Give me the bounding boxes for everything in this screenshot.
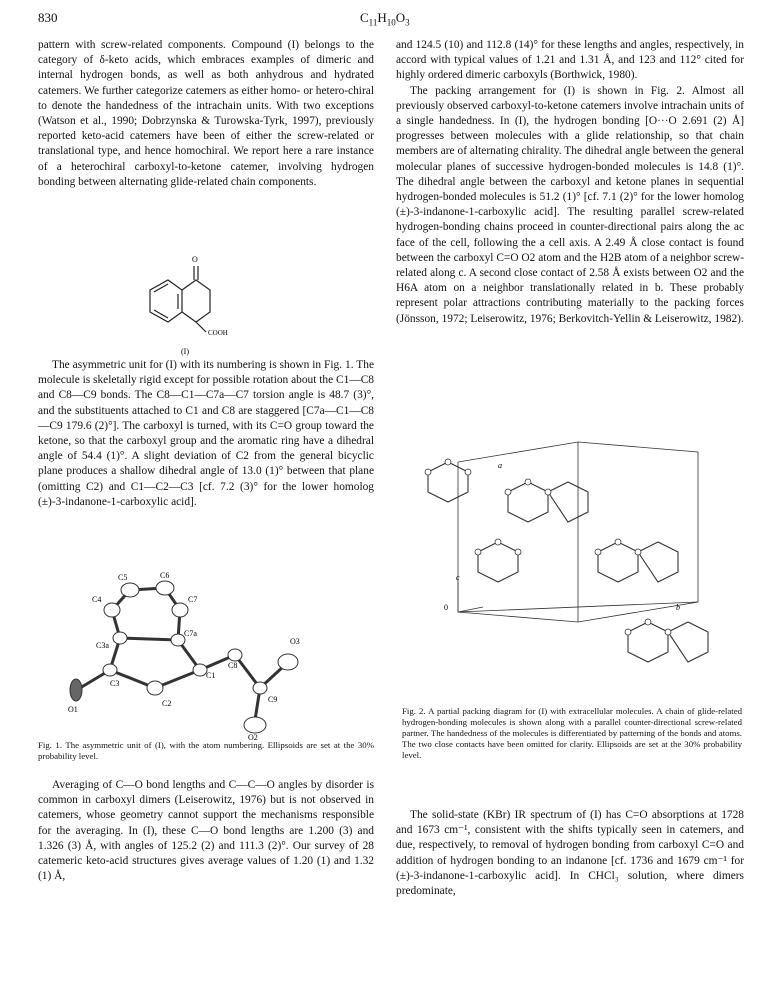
left-column-top [38,38,374,190]
right-column-top [396,38,744,327]
axis-label-a: a [498,461,502,470]
chemical-scheme [120,255,270,360]
atom-label-o3: O3 [290,637,300,646]
figure-1-caption-label: Fig. 1. [38,740,63,750]
figure-2-caption [402,706,742,761]
atom-label-c8: C8 [228,661,238,670]
right-paragraph-2: The packing arrangement for (I) is shown in Fig. 2. Almost all previously observed carboxyl-to-ketone catemers involve intrachain units of a single handedness. In (I), the hydrogen bonding [O···O 2.691 (2) Å] progresses between molecules with a glide relationship, so that chain members are of alternating chirality. The dihedral angle between the general molecular planes of successive hydrogen-bonded molecules is 14.8 (1)°. The dihedral angle between the carboxyl and ketone planes in sequential hydrogen-bonded molecules is 51.2 (1)° [cf. 7.1 (2)° for the lower homolog (±)-3-indanone-1-carboxylic acid]. The resulting parallel screw-related hydrogen-bonding chains proceed in counter-directional pairs along the ac face of the cell, following the a cell axis. A 2.49 Å close contact is found between the carboxyl C=O O2 atom and the H2B atom of a neighbor screw-related along c. A second close contact of 2.58 Å exists between O2 and the H6A atom on a neighbor translationally related in b. These probably represent polar attractions contributing materially to the packing forces (Jönsson, 1972; Leiserowitz, 1976; Berkovitch-Yellin & Leiserowitz, 1982). [396,84,744,325]
figure-2-caption-text: A partial packing diagram for (I) with extracellular molecules. A chain of glide-related hydrogen-bonding molecules is shown along with a parallel counter-directional screw-related partner. The handedness of the molecules is differentiated by patterning of the bonds and atoms. The two close contacts have been omitted for clarity. Ellipsoids are set at the 30% probability level. [402,706,743,760]
left-paragraph-3: Averaging of C—O bond lengths and C—C—O angles by disorder is common in carboxyl dimers (Leiserowitz, 1976) but is not observed in catemers, whose geometry cannot support the mechanisms responsible for the averaging. In (I), these C—O bond lengths are 1.200 (3) and 1.326 (3) Å, with angles of 125.2 (2) and 111.3 (2)°. Our survey of 28 catemeric keto-acid structures gives average values of 1.20 (1) and 1.32 (1) Å, [38,779,374,883]
atom-label-c7a: C7a [184,629,197,638]
axis-origin-label: 0 [444,603,448,612]
axis-label-c: c [456,573,460,582]
atom-label-c3: C3 [110,679,120,688]
page-number: 830 [38,10,58,25]
figure-2-packing-diagram [398,432,748,704]
right-paragraph-3: The solid-state (KBr) IR spectrum of (I) has C=O absorptions at 1728 and 1673 cm⁻¹, consistent with the shifts typically seen in catemers, and due, respectively, to removal of hydrogen bonding from carboxyl C=O and addition of hydrogen bonding to an indanone [cf. 1736 and 1679 cm⁻¹ for (±)-3-indanone-1-carboxylic acid]. In CHCl₃ solution, where dimers predominate, [396,809,744,898]
scheme-compound-label: (I) [181,347,189,356]
atom-label-o2: O2 [248,733,258,742]
axis-label-b: b [676,603,680,612]
scheme-o-label: O [192,255,198,264]
figure-1-caption [38,740,374,762]
left-column-bottom [38,778,374,884]
atom-label-c7: C7 [188,595,198,604]
atom-label-c3a: C3a [96,641,109,650]
figure-2-caption-label: Fig. 2. [402,706,426,716]
atom-label-c2: C2 [162,699,172,708]
left-paragraph-2: The asymmetric unit for (I) with its numbering is shown in Fig. 1. The molecule is skeletally rigid except for possible rotation about the C1—C8 and C8—C9 bonds. The C8—C1—C7a—C7 torsion angle is 48.7 (3)°, and the substituents attached to C1 and C8 are staggered [C7a—C1—C8—C9 179.6 (2)°]. The carboxyl is turned, with its C=O group toward the ketone, so that the carboxyl group and the aromatic ring have a dihedral angle of 54.4 (1)°. A slight deviation of C2 from the general bicyclic plane produces a shallow dihedral angle of 13.0 (1)° between that plane (omitting C2) and C1—C2—C3 [cf. 7.2 (3)° for the lower homolog (±)-3-indanone-1-carboxylic acid]. [38,359,374,508]
figure-1-caption-text: The asymmetric unit of (I), with the atom numbering. Ellipsoids are set at the 30% probability level. [38,740,374,761]
atom-label-c5: C5 [118,573,128,582]
left-column-middle [38,358,374,510]
atom-label-c9: C9 [268,695,278,704]
right-column-bottom [396,808,744,899]
scheme-cooh-label: COOH [208,329,228,337]
atom-label-c6: C6 [160,571,170,580]
atom-label-o1: O1 [68,705,78,714]
figure-1-ortep [60,570,360,740]
atom-label-c4: C4 [92,595,102,604]
right-paragraph-1: and 124.5 (10) and 112.8 (14)° for these lengths and angles, respectively, in accord with typical values of 1.21 and 1.31 Å, and 123 and 112° cited for highly ordered dimeric carboxyls (Borthwick, 1980). [396,39,744,82]
atom-label-c1: C1 [206,671,216,680]
running-title: $C_{11}H_{10}O_3$ [360,10,410,28]
left-paragraph-1: pattern with screw-related components. Compound (I) belongs to the category of δ-keto acids, which embraces examples of dimeric and internal hydrogen bonds, as well as both anhydrous and hydrated catemers. We further categorize catemers as either homo- or hetero-chiral to denote the handedness of the intrachain units. With two exceptions (Watson et al., 1990; Dobrzynska & Turowska-Tyrk, 1997), previously reported keto-acid catemers have been of either the screw-related or translational type, and hence homochiral. We report here a rare instance of a heterochiral carboxyl-to-ketone catemer, involving hydrogen bonding between alternating glide-related chain components. [38,39,374,188]
